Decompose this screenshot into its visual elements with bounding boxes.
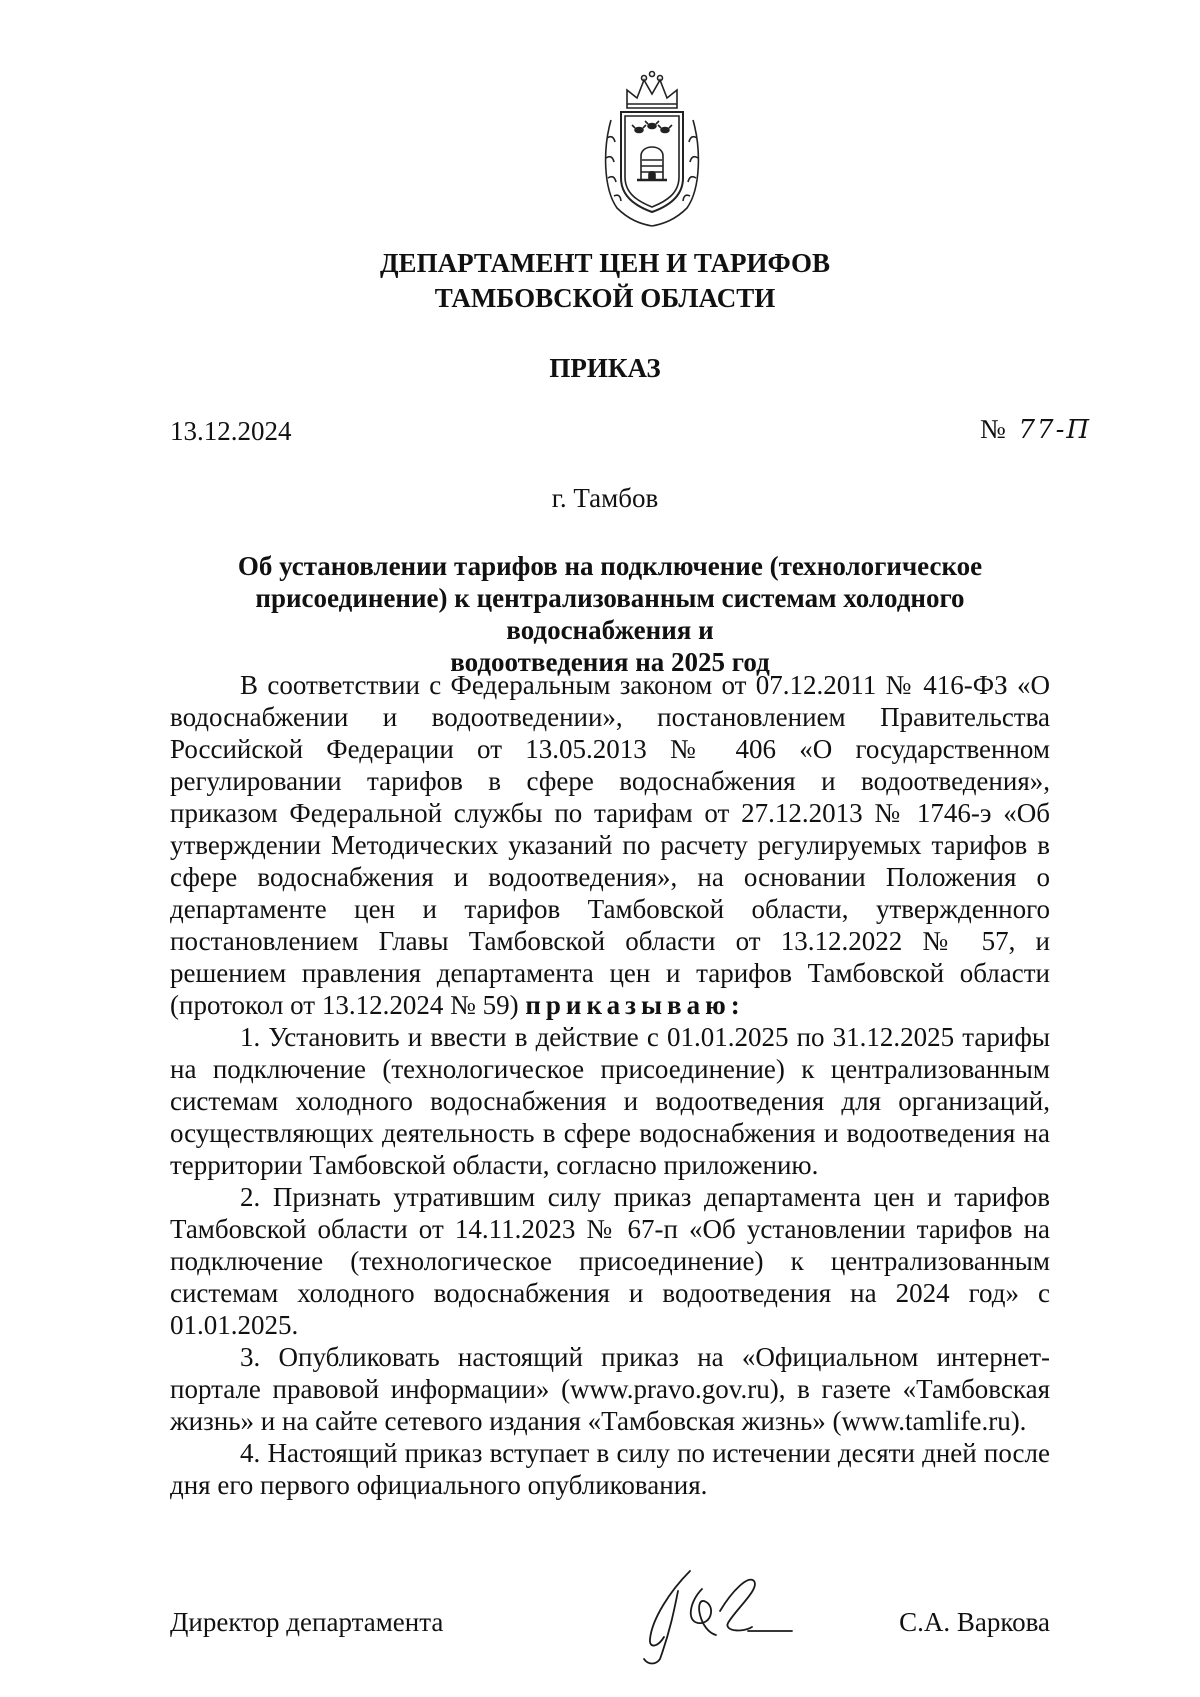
document-body [170,669,1050,1501]
number-value-handwritten: 77-П [1018,415,1092,445]
preamble-text: В соответствии с Федеральным законом от 07.12.2011 № 416-ФЗ «О водоснабжении и водоотведении», постановлением Правительства Российской Федерации от 13.05.2013 № 406 «О государственном регулировании тарифов в сфере водоснабжения и водоотведения», приказом Федеральной службы по тарифам от 27.12.2013 № 1746-э «Об утверждении Методических указаний по расчету регулируемых тарифов в сфере водоснабжения и водоотведения», на основании Положения о департаменте цен и тарифов Тамбовской области, утвержденного постановлением Главы Тамбовской области от 13.12.2022 № 57, и решением правления департамента цен и тарифов Тамбовской области (протокол от 13.12.2024 № 59) [170,670,1050,1020]
tambov-region-coat-of-arms-icon [597,68,707,228]
signatory-name: С.А. Варкова [899,1607,1050,1637]
document-kind: ПРИКАЗ [549,353,661,383]
title-line1: Об установлении тарифов на подключение (технологическое [237,551,983,581]
number-label: № [980,414,1006,444]
signatory-position: Директор департамента [170,1607,444,1637]
signature-block [170,1591,1050,1651]
document-date: 13.12.2024 [170,416,292,446]
order-word: приказываю: [525,990,745,1020]
department-name-line1: ДЕПАРТАМЕНТ ЦЕН И ТАРИФОВ [379,248,831,278]
item-1: 1. Установить и ввести в действие с 01.01.2025 по 31.12.2025 тарифы на подключение (технологическое присоединение) к централизованным системам холодного водоснабжения и водоотведения для организаций, осуществляющих деятельность в сфере водоснабжения и водоотведения на территории Тамбовской области, согласно приложению. [170,1022,1050,1180]
city: г. Тамбов [551,483,659,513]
item-2: 2. Признать утратившим силу приказ департамента цен и тарифов Тамбовской области от 14.11.2023 № 67-п «Об установлении тарифов на подключение (технологическое присоединение) к централизованным системам холодного водоснабжения и водоотведения на 2024 год» с 01.01.2025. [170,1182,1050,1340]
item-3: 3. Опубликовать настоящий приказ на «Официальном интернет-портале правовой информации» (www.pravo.gov.ru), в газете «Тамбовская жизнь» и на сайте сетевого издания «Тамбовская жизнь» (www.tamlife.ru). [170,1342,1050,1436]
title-line3: водоотведения на 2025 год [450,647,770,677]
department-name-line2: ТАМБОВСКОЙ ОБЛАСТИ [434,283,776,313]
item-4: 4. Настоящий приказ вступает в силу по истечении десяти дней после дня его первого официального опубликования. [170,1438,1050,1500]
title-line2: присоединение) к централизованным системам холодного водоснабжения и [255,583,965,645]
handwritten-signature-icon [620,1561,810,1671]
preamble-paragraph [170,669,1050,1021]
document-title [170,550,1050,678]
document-number [980,412,1091,448]
department-name [160,246,1050,316]
